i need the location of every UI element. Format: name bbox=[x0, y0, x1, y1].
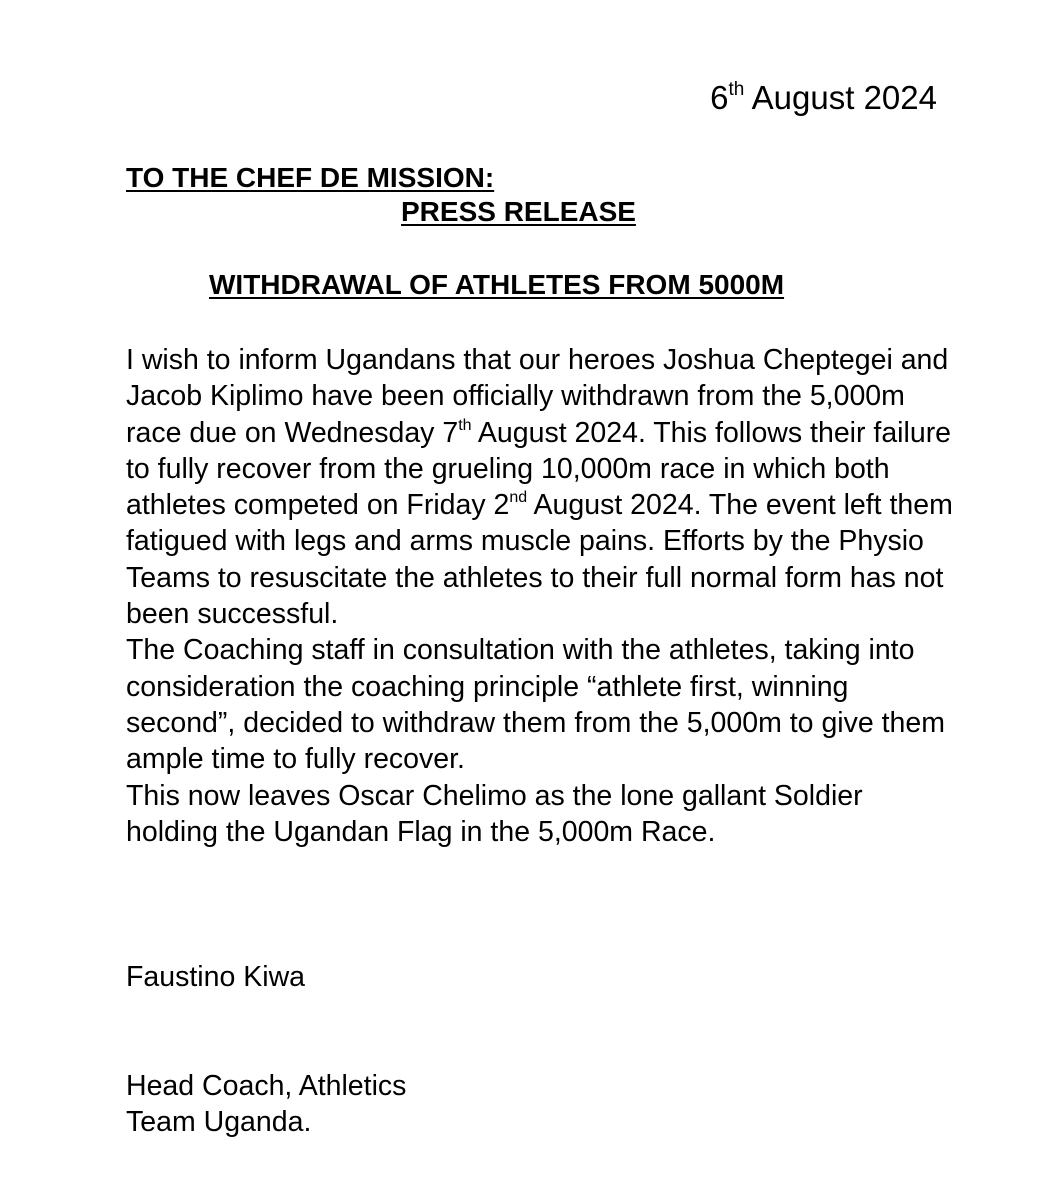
press-release-heading: PRESS RELEASE bbox=[401, 196, 636, 227]
date-day: 6 bbox=[710, 79, 729, 116]
body-paragraph-1 bbox=[126, 342, 956, 632]
body-p1-part1: I wish to inform Ugandans that our heroes Joshua Cheptegei and Jacob Kiplimo have been officially withdrawn from the 5,000m race due on Wednesday 7 bbox=[126, 344, 949, 449]
addressee-heading: TO THE CHEF DE MISSION: bbox=[126, 162, 495, 193]
signatory-team: Team Uganda. bbox=[126, 1106, 312, 1138]
body-paragraph-3: This now leaves Oscar Chelimo as the lone gallant Soldier holding the Ugandan Flag in the 5,000m Race. bbox=[126, 779, 863, 848]
date-ordinal: th bbox=[728, 79, 745, 100]
body-p1-part3: August 2024. The event left them fatigued with legs and arms muscle pains. Efforts by the Physio Teams to resuscitate the athletes to their full normal form has not been successful. bbox=[126, 489, 953, 631]
signatory-title: Head Coach, Athletics bbox=[126, 1070, 407, 1102]
date-rest: August 2024 bbox=[744, 79, 937, 116]
body-p1-sup2: nd bbox=[509, 489, 528, 507]
body-paragraph-2: The Coaching staff in consultation with the athletes, taking into consideration the coaching principle “athlete first, winning second”, decided to withdraw them from the 5,000m to give them ample time to fully recover. bbox=[126, 634, 945, 776]
release-date bbox=[710, 78, 937, 118]
release-body bbox=[126, 342, 956, 850]
body-p1-part2: August 2024. This follows their failure to fully recover from the grueling 10,000m race in which both athletes competed on Friday 2 bbox=[126, 416, 952, 522]
body-p1-sup1: th bbox=[458, 416, 472, 434]
subject-heading: WITHDRAWAL OF ATHLETES FROM 5000M bbox=[209, 269, 785, 300]
signatory-name: Faustino Kiwa bbox=[126, 961, 306, 993]
